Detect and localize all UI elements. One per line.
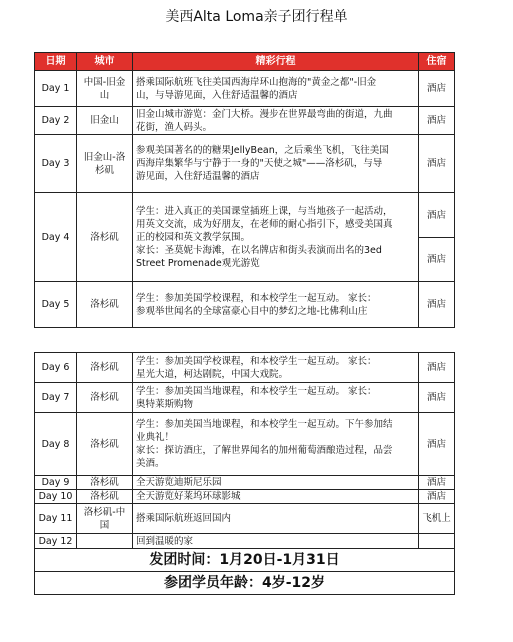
itinerary-line: 美酒。 — [136, 458, 165, 469]
itinerary-cell — [133, 383, 419, 413]
stay-cell: 酒店 — [419, 135, 455, 193]
itinerary-cell — [133, 476, 419, 490]
city-cell: 洛杉矶 — [77, 476, 133, 490]
city-cell: 洛杉矶 — [77, 383, 133, 413]
header-day: 日期 — [35, 53, 77, 71]
itinerary-line: 搭乘国际航班返回国内 — [136, 513, 232, 524]
city-cell: 洛杉矶 — [77, 413, 133, 476]
itinerary-cell — [133, 107, 419, 135]
city-cell: 洛杉矶 — [77, 353, 133, 383]
itinerary-line: 学生：参加美国学校课程，和本校学生一起互动。 家长： — [136, 355, 377, 367]
itinerary-line: 搭乘国际航班飞往美国西海岸环山抱海的"黄金之都"-旧金 — [136, 76, 377, 88]
itinerary-line: 全天游览迪斯尼乐园 — [136, 477, 222, 488]
stay-cell — [419, 534, 455, 549]
itinerary-cell — [133, 504, 419, 534]
city-cell: 中国-旧金山 — [77, 71, 133, 107]
itinerary-line: 山，与导游见面，入住舒适温馨的酒店 — [136, 89, 298, 101]
table-row — [35, 534, 455, 549]
itinerary-line: 回到温暖的家 — [136, 535, 194, 547]
table-row — [35, 107, 455, 135]
stay-cell: 酒店 — [419, 383, 455, 413]
day-cell: Day 11 — [35, 504, 77, 534]
day-cell: Day 8 — [35, 413, 77, 476]
itinerary-line: Street Promenade观光游览 — [136, 257, 260, 269]
day-cell: Day 7 — [35, 383, 77, 413]
header-stay: 住宿 — [419, 53, 455, 71]
itinerary-table-part1 — [34, 52, 455, 328]
itinerary-cell — [133, 490, 419, 504]
stay-cell: 酒店 — [419, 353, 455, 383]
stay-cell: 酒店 — [419, 476, 455, 490]
departure-date: 发团时间：1月20日-1月31日 — [35, 549, 455, 572]
itinerary-table-part2 — [34, 352, 455, 595]
itinerary-line: 花街，渔人码头。 — [136, 121, 213, 133]
participant-age: 参团学员年龄：4岁-12岁 — [35, 572, 455, 595]
itinerary-line: 西海岸集繁华与宁静于一身的"天使之城"——洛杉矶，与导 — [136, 158, 383, 169]
itinerary-cell — [133, 193, 419, 282]
table-row — [35, 135, 455, 193]
table-row — [35, 490, 455, 504]
itinerary-cell — [133, 534, 419, 549]
itinerary-line: 学生：进入真正的美国课堂插班上课，与当地孩子一起活动， — [136, 205, 393, 217]
itinerary-line: 用英文交流，成为好朋友，在老师的耐心指引下，感受美国真 — [136, 218, 393, 230]
stay-cell: 酒店 — [419, 282, 455, 328]
table-row — [35, 476, 455, 490]
stay-cell: 酒店 — [419, 238, 455, 282]
itinerary-cell — [133, 413, 419, 476]
itinerary-line: 家长：探访酒庄，了解世界闻名的加州葡萄酒酿造过程，品尝 — [136, 445, 393, 456]
day-cell: Day 10 — [35, 490, 77, 504]
city-cell: 洛杉矶-中国 — [77, 504, 133, 534]
itinerary-line: 参观举世闻名的全球富豪心目中的梦幻之地-比佛利山庄 — [136, 305, 368, 317]
day-cell: Day 1 — [35, 71, 77, 107]
itinerary-line: 旧金山城市游览：金门大桥。漫步在世界最弯曲的街道，九曲 — [136, 108, 393, 120]
itinerary-line: 游见面，入住舒适温馨的酒店 — [136, 171, 260, 182]
table-row — [35, 549, 455, 572]
itinerary-line: 学生：参加美国当地课程，和本校学生一起互动。 家长： — [136, 385, 377, 397]
table-row — [35, 282, 455, 328]
city-cell: 洛杉矶 — [77, 193, 133, 282]
city-cell: 旧金山-洛杉矶 — [77, 135, 133, 193]
itinerary-line: 学生：参加美国当地课程，和本校学生一起互动。下午参加结 — [136, 419, 393, 430]
day-cell: Day 6 — [35, 353, 77, 383]
table-row — [35, 413, 455, 476]
header-city: 城市 — [77, 53, 133, 71]
day-cell: Day 5 — [35, 282, 77, 328]
stay-cell: 酒店 — [419, 107, 455, 135]
itinerary-line: 奥特莱斯购物 — [136, 398, 194, 410]
table-row — [35, 383, 455, 413]
stay-cell: 酒店 — [419, 490, 455, 504]
itinerary-cell — [133, 282, 419, 328]
itinerary-line: 家长：圣莫妮卡海滩，在以名牌店和街头表演而出名的3ed — [136, 244, 382, 256]
table-row — [35, 504, 455, 534]
city-cell: 旧金山 — [77, 107, 133, 135]
city-cell: 洛杉矶 — [77, 282, 133, 328]
itinerary-line: 星光大道，柯达剧院，中国大戏院。 — [136, 368, 289, 380]
day-cell: Day 3 — [35, 135, 77, 193]
city-cell: 洛杉矶 — [77, 490, 133, 504]
itinerary-line: 学生：参加美国学校课程，和本校学生一起互动。 家长： — [136, 292, 377, 304]
table-row — [35, 193, 455, 238]
table-row — [35, 353, 455, 383]
itinerary-line: 参观美国著名的的糖果JellyBean，之后乘坐飞机，飞往美国 — [136, 145, 389, 156]
itinerary-cell — [133, 353, 419, 383]
header-itinerary: 精彩行程 — [133, 53, 419, 71]
day-cell: Day 4 — [35, 193, 77, 282]
itinerary-line: 正的校园和英文教学氛围。 — [136, 231, 251, 243]
day-cell: Day 2 — [35, 107, 77, 135]
itinerary-cell — [133, 135, 419, 193]
stay-cell: 酒店 — [419, 413, 455, 476]
itinerary-line: 全天游览好莱坞环球影城 — [136, 491, 241, 502]
itinerary-cell — [133, 71, 419, 107]
day-cell: Day 12 — [35, 534, 77, 549]
stay-cell: 酒店 — [419, 71, 455, 107]
itinerary-line: 业典礼！ — [136, 432, 175, 443]
table-row — [35, 572, 455, 595]
stay-cell: 飞机上 — [419, 504, 455, 534]
table-row — [35, 71, 455, 107]
city-cell — [77, 534, 133, 549]
page-title: 美西Alta Loma亲子团行程单 — [165, 9, 348, 25]
day-cell: Day 9 — [35, 476, 77, 490]
stay-cell: 酒店 — [419, 193, 455, 238]
